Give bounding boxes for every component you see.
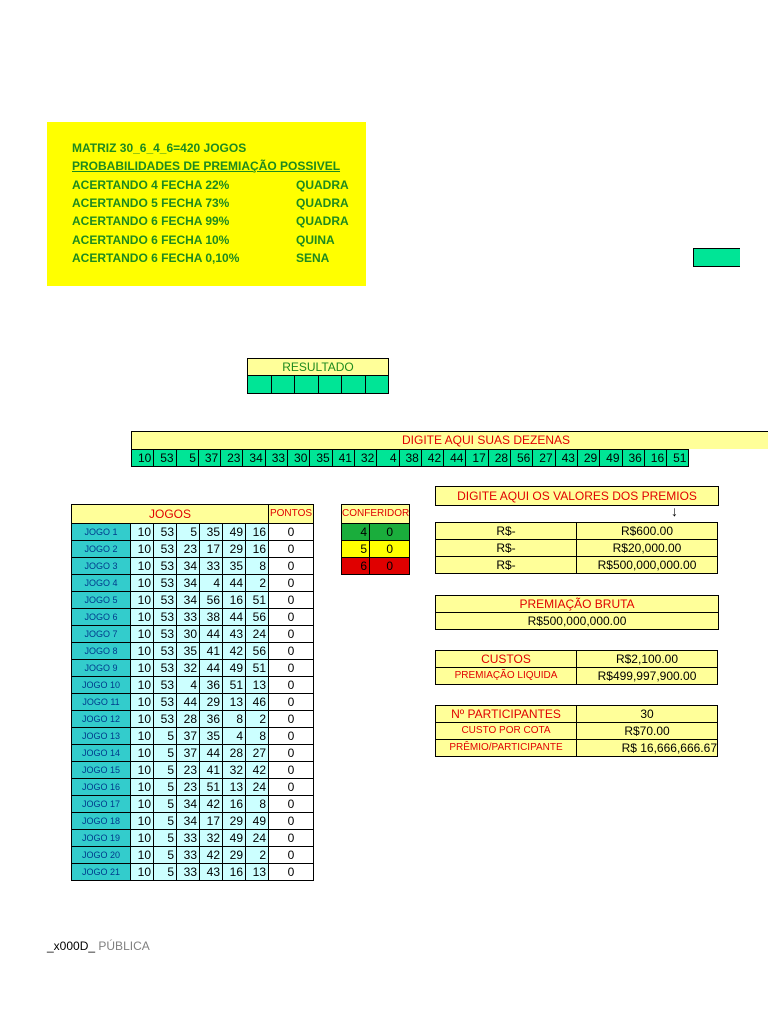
jogo-number: 56 (246, 643, 269, 660)
jogo-number: 13 (223, 694, 246, 711)
info-line-3: ACERTANDO 6 FECHA 99% (72, 214, 230, 228)
jogo-label: JOGO 11 (72, 694, 131, 711)
jogo-pontos: 0 (269, 779, 314, 796)
jogo-number: 34 (177, 575, 200, 592)
conferidor-header-row (342, 505, 410, 524)
jogo-number: 8 (246, 728, 269, 745)
jogo-row (72, 626, 314, 643)
jogo-number: 16 (223, 864, 246, 881)
jogo-number: 53 (154, 592, 177, 609)
jogo-number: 29 (223, 541, 246, 558)
jogo-number: 49 (246, 813, 269, 830)
info-line-1: ACERTANDO 4 FECHA 22% (72, 178, 230, 192)
jogo-number: 32 (177, 660, 200, 677)
resultado-header: RESULTADO (247, 358, 389, 376)
jogo-label: JOGO 21 (72, 864, 131, 881)
dezena-cell[interactable]: 27 (532, 449, 555, 467)
jogo-number: 33 (177, 864, 200, 881)
jogo-number: 2 (246, 711, 269, 728)
jogo-number: 8 (246, 558, 269, 575)
jogo-number: 42 (200, 847, 223, 864)
info-line-3-type: QUADRA (296, 214, 349, 228)
jogo-number: 23 (177, 762, 200, 779)
participantes-value[interactable]: 30 (577, 706, 718, 723)
dezena-cell[interactable]: 41 (332, 449, 355, 467)
conferidor-table (341, 504, 410, 575)
dezenas-header-label: DIGITE AQUI SUAS DEZENAS (402, 433, 571, 447)
jogo-number: 44 (177, 694, 200, 711)
conferidor-header: CONFERIDOR (342, 505, 410, 524)
jogo-number: 10 (131, 609, 154, 626)
dezena-cell[interactable]: 10 (131, 449, 154, 467)
jogo-number: 36 (200, 677, 223, 694)
jogo-number: 35 (200, 728, 223, 745)
jogo-number: 35 (223, 558, 246, 575)
info-line-2: ACERTANDO 5 FECHA 73% (72, 196, 230, 210)
jogo-row (72, 847, 314, 864)
jogo-number: 24 (246, 779, 269, 796)
custos-value: R$2,100.00 (577, 651, 718, 668)
jogo-number: 35 (200, 524, 223, 541)
jogo-number: 4 (223, 728, 246, 745)
jogo-row (72, 813, 314, 830)
jogo-label: JOGO 1 (72, 524, 131, 541)
resultado-cell[interactable] (341, 376, 366, 394)
dezenas-row (131, 449, 689, 467)
jogo-label: JOGO 17 (72, 796, 131, 813)
jogo-number: 10 (131, 711, 154, 728)
dezenas-header (131, 431, 768, 449)
bruta-value: R$500,000,000.00 (436, 613, 719, 630)
dezena-cell[interactable]: 51 (666, 449, 689, 467)
jogo-pontos: 0 (269, 524, 314, 541)
matrix-title: MATRIZ 30_6_4_6=420 JOGOS (72, 141, 247, 155)
participantes-label: Nº PARTICIPANTES (436, 706, 577, 723)
bruta-label: PREMIAÇÃO BRUTA (436, 596, 719, 613)
dezena-cell[interactable]: 49 (599, 449, 622, 467)
jogo-pontos: 0 (269, 847, 314, 864)
jogo-number: 10 (131, 558, 154, 575)
jogo-number: 10 (131, 830, 154, 847)
jogos-header: JOGOS (72, 505, 269, 524)
resultado-cell[interactable] (247, 376, 272, 394)
jogo-label: JOGO 16 (72, 779, 131, 796)
jogo-number: 56 (246, 609, 269, 626)
jogo-pontos: 0 (269, 677, 314, 694)
conferidor-acertos: 4 (342, 524, 370, 541)
jogo-number: 51 (223, 677, 246, 694)
jogo-label: JOGO 20 (72, 847, 131, 864)
jogo-number: 5 (154, 830, 177, 847)
jogo-number: 4 (200, 575, 223, 592)
jogo-row (72, 660, 314, 677)
info-box (47, 122, 366, 286)
jogo-number: 5 (154, 779, 177, 796)
jogo-number: 51 (246, 660, 269, 677)
jogo-pontos: 0 (269, 813, 314, 830)
dezena-cell[interactable]: 53 (153, 449, 176, 467)
liquida-label: PREMIAÇÃO LIQUIDA (436, 668, 577, 685)
dezena-cell[interactable]: 38 (399, 449, 422, 467)
jogo-label: JOGO 5 (72, 592, 131, 609)
jogo-number: 44 (200, 745, 223, 762)
participantes-table (435, 705, 718, 757)
jogo-pontos: 0 (269, 575, 314, 592)
jogo-number: 32 (223, 762, 246, 779)
jogo-number: 5 (154, 813, 177, 830)
jogo-pontos: 0 (269, 830, 314, 847)
jogo-row (72, 864, 314, 881)
jogo-number: 16 (246, 541, 269, 558)
premio-row (436, 523, 718, 540)
jogo-number: 43 (223, 626, 246, 643)
dezena-cell[interactable]: 29 (577, 449, 600, 467)
info-line-5: ACERTANDO 6 FECHA 0,10% (72, 251, 240, 265)
jogo-number: 16 (223, 592, 246, 609)
jogo-number: 53 (154, 660, 177, 677)
pontos-header: PONTOS (269, 505, 314, 524)
jogo-number: 36 (200, 711, 223, 728)
dezena-cell[interactable]: 43 (555, 449, 578, 467)
jogo-number: 10 (131, 677, 154, 694)
dezena-cell[interactable]: 4 (376, 449, 399, 467)
jogo-number: 35 (177, 643, 200, 660)
jogo-row (72, 728, 314, 745)
conferidor-count: 0 (370, 524, 410, 541)
dezena-cell[interactable]: 34 (242, 449, 265, 467)
dezena-cell[interactable]: 35 (309, 449, 332, 467)
jogo-number: 5 (154, 745, 177, 762)
jogo-row (72, 762, 314, 779)
footer (47, 939, 150, 953)
jogo-label: JOGO 9 (72, 660, 131, 677)
jogo-number: 43 (200, 864, 223, 881)
jogo-pontos: 0 (269, 626, 314, 643)
jogo-pontos: 0 (269, 728, 314, 745)
premios-table (435, 522, 718, 574)
resultado-block (247, 358, 389, 394)
dezena-cell[interactable]: 5 (176, 449, 199, 467)
jogo-number: 33 (177, 847, 200, 864)
jogo-label: JOGO 14 (72, 745, 131, 762)
jogo-number: 10 (131, 779, 154, 796)
jogo-row (72, 524, 314, 541)
info-line-4: ACERTANDO 6 FECHA 10% (72, 233, 230, 247)
jogo-label: JOGO 4 (72, 575, 131, 592)
jogo-pontos: 0 (269, 796, 314, 813)
jogo-number: 13 (223, 779, 246, 796)
jogo-row (72, 609, 314, 626)
jogo-row (72, 830, 314, 847)
jogo-number: 10 (131, 626, 154, 643)
jogo-pontos: 0 (269, 694, 314, 711)
jogo-number: 5 (154, 796, 177, 813)
jogo-number: 16 (246, 524, 269, 541)
jogo-number: 33 (177, 609, 200, 626)
dezena-cell[interactable]: 36 (622, 449, 645, 467)
jogo-number: 44 (223, 575, 246, 592)
premio-left: R$- (436, 523, 577, 540)
premio-value[interactable]: R$20,000.00 (577, 540, 718, 557)
jogo-label: JOGO 15 (72, 762, 131, 779)
jogo-row (72, 592, 314, 609)
jogo-row (72, 677, 314, 694)
jogo-number: 56 (200, 592, 223, 609)
jogo-number: 41 (200, 762, 223, 779)
jogo-number: 49 (223, 830, 246, 847)
classification-label: PÚBLICA (98, 939, 150, 953)
jogo-number: 23 (177, 541, 200, 558)
dezena-cell[interactable]: 17 (465, 449, 488, 467)
jogo-pontos: 0 (269, 558, 314, 575)
jogo-number: 5 (154, 728, 177, 745)
jogo-number: 49 (223, 660, 246, 677)
probability-heading: PROBABILIDADES DE PREMIAÇÃO POSSIVEL (72, 159, 341, 173)
jogo-number: 28 (177, 711, 200, 728)
resultado-cells (247, 376, 389, 394)
premio-row (436, 557, 718, 574)
dezena-cell[interactable]: 32 (354, 449, 377, 467)
jogo-number: 10 (131, 694, 154, 711)
jogo-number: 33 (200, 558, 223, 575)
jogo-row (72, 745, 314, 762)
liquida-value: R$499,997,900.00 (577, 668, 718, 685)
jogo-number: 34 (177, 796, 200, 813)
jogo-row (72, 558, 314, 575)
jogo-number: 10 (131, 643, 154, 660)
resultado-cell[interactable] (271, 376, 296, 394)
jogo-number: 42 (223, 643, 246, 660)
jogo-label: JOGO 8 (72, 643, 131, 660)
jogo-row (72, 711, 314, 728)
jogo-number: 10 (131, 796, 154, 813)
bruta-table (435, 595, 719, 630)
jogo-number: 5 (154, 864, 177, 881)
jogo-number: 2 (246, 575, 269, 592)
jogo-number: 49 (223, 524, 246, 541)
jogo-label: JOGO 18 (72, 813, 131, 830)
jogo-number: 41 (200, 643, 223, 660)
conferidor-acertos: 6 (342, 558, 370, 575)
jogo-label: JOGO 2 (72, 541, 131, 558)
jogo-pontos: 0 (269, 762, 314, 779)
jogo-number: 53 (154, 558, 177, 575)
jogo-number: 16 (223, 796, 246, 813)
jogo-number: 8 (223, 711, 246, 728)
dezena-cell[interactable]: 16 (644, 449, 667, 467)
jogo-number: 10 (131, 524, 154, 541)
jogo-number: 17 (200, 541, 223, 558)
jogo-number: 33 (177, 830, 200, 847)
dezena-cell[interactable]: 44 (443, 449, 466, 467)
premios-header: DIGITE AQUI OS VALORES DOS PREMIOS (436, 487, 719, 506)
jogo-number: 27 (246, 745, 269, 762)
premio-left: R$- (436, 540, 577, 557)
jogo-number: 44 (200, 626, 223, 643)
jogo-pontos: 0 (269, 609, 314, 626)
jogo-row (72, 575, 314, 592)
jogo-number: 29 (223, 813, 246, 830)
jogo-number: 51 (200, 779, 223, 796)
jogo-label: JOGO 13 (72, 728, 131, 745)
conferidor-row (342, 541, 410, 558)
jogo-number: 53 (154, 694, 177, 711)
jogo-number: 53 (154, 609, 177, 626)
jogo-number: 13 (246, 677, 269, 694)
jogo-label: JOGO 7 (72, 626, 131, 643)
jogo-number: 5 (154, 847, 177, 864)
jogo-number: 10 (131, 847, 154, 864)
footer-code: _x000D_ (47, 939, 96, 953)
jogo-number: 53 (154, 677, 177, 694)
jogo-number: 34 (177, 558, 200, 575)
dezena-cell[interactable]: 56 (510, 449, 533, 467)
jogo-row (72, 694, 314, 711)
jogo-pontos: 0 (269, 592, 314, 609)
jogo-number: 10 (131, 745, 154, 762)
dezena-cell[interactable]: 33 (265, 449, 288, 467)
conferidor-row (342, 524, 410, 541)
jogo-number: 13 (246, 864, 269, 881)
jogo-row (72, 796, 314, 813)
premio-value[interactable]: R$500,000,000.00 (577, 557, 718, 574)
jogo-number: 53 (154, 524, 177, 541)
jogo-number: 5 (177, 524, 200, 541)
jogo-number: 37 (177, 745, 200, 762)
info-line-4-type: QUINA (296, 233, 335, 247)
jogos-table (71, 504, 314, 881)
jogos-header-row (72, 505, 314, 524)
jogo-number: 30 (177, 626, 200, 643)
premio-left: R$- (436, 557, 577, 574)
jogo-number: 42 (246, 762, 269, 779)
jogo-number: 2 (246, 847, 269, 864)
jogo-number: 32 (200, 830, 223, 847)
info-line-2-type: QUADRA (296, 196, 349, 210)
dezena-cell[interactable]: 42 (421, 449, 444, 467)
dezena-cell[interactable]: 28 (488, 449, 511, 467)
info-line-1-type: QUADRA (296, 178, 349, 192)
jogo-number: 53 (154, 711, 177, 728)
arrow-down-icon: ↓ (671, 503, 678, 519)
cota-value: R$70.00 (577, 723, 718, 740)
jogo-number: 10 (131, 728, 154, 745)
jogo-number: 34 (177, 813, 200, 830)
conferidor-count: 0 (370, 541, 410, 558)
conferidor-count: 0 (370, 558, 410, 575)
jogo-pontos: 0 (269, 643, 314, 660)
jogo-number: 42 (200, 796, 223, 813)
jogo-label: JOGO 19 (72, 830, 131, 847)
jogo-number: 10 (131, 541, 154, 558)
jogo-number: 24 (246, 626, 269, 643)
jogo-number: 44 (223, 609, 246, 626)
jogo-number: 5 (154, 762, 177, 779)
jogo-number: 44 (200, 660, 223, 677)
custos-label: CUSTOS (436, 651, 577, 668)
dezena-cell[interactable]: 37 (198, 449, 221, 467)
jogo-number: 29 (200, 694, 223, 711)
jogo-number: 38 (200, 609, 223, 626)
dezena-cell[interactable]: 30 (287, 449, 310, 467)
info-line-5-type: SENA (296, 251, 330, 265)
resultado-cell[interactable] (318, 376, 343, 394)
jogo-label: JOGO 10 (72, 677, 131, 694)
jogo-pontos: 0 (269, 711, 314, 728)
premio-row (436, 540, 718, 557)
conferidor-acertos: 5 (342, 541, 370, 558)
dezena-cell[interactable]: 23 (220, 449, 243, 467)
jogo-number: 24 (246, 830, 269, 847)
jogo-number: 53 (154, 575, 177, 592)
jogo-number: 10 (131, 762, 154, 779)
jogo-number: 10 (131, 864, 154, 881)
jogo-number: 34 (177, 592, 200, 609)
jogo-number: 17 (200, 813, 223, 830)
resultado-cell[interactable] (365, 376, 390, 394)
jogo-pontos: 0 (269, 864, 314, 881)
jogo-number: 28 (223, 745, 246, 762)
jogo-number: 8 (246, 796, 269, 813)
jogo-label: JOGO 12 (72, 711, 131, 728)
jogo-row (72, 779, 314, 796)
jogo-number: 53 (154, 643, 177, 660)
jogo-row (72, 643, 314, 660)
jogo-number: 53 (154, 541, 177, 558)
cota-label: CUSTO POR COTA (436, 723, 577, 740)
jogo-label: JOGO 6 (72, 609, 131, 626)
jogo-pontos: 0 (269, 745, 314, 762)
jogo-pontos: 0 (269, 660, 314, 677)
green-cell[interactable] (693, 248, 740, 267)
jogo-number: 37 (177, 728, 200, 745)
jogo-number: 10 (131, 813, 154, 830)
custos-table (435, 650, 718, 685)
jogo-number: 23 (177, 779, 200, 796)
jogo-number: 10 (131, 575, 154, 592)
jogo-number: 46 (246, 694, 269, 711)
jogo-number: 10 (131, 660, 154, 677)
jogo-label: JOGO 3 (72, 558, 131, 575)
jogo-number: 10 (131, 592, 154, 609)
jogo-number: 51 (246, 592, 269, 609)
jogo-row (72, 541, 314, 558)
premio-value[interactable]: R$600.00 (577, 523, 718, 540)
jogo-pontos: 0 (269, 541, 314, 558)
jogo-number: 29 (223, 847, 246, 864)
jogo-number: 4 (177, 677, 200, 694)
jogo-number: 53 (154, 626, 177, 643)
premio-participante-value: R$ 16,666,666.67 (577, 740, 718, 757)
resultado-cell[interactable] (294, 376, 319, 394)
conferidor-row (342, 558, 410, 575)
premio-participante-label: PRÊMIO/PARTICIPANTE (436, 740, 577, 757)
